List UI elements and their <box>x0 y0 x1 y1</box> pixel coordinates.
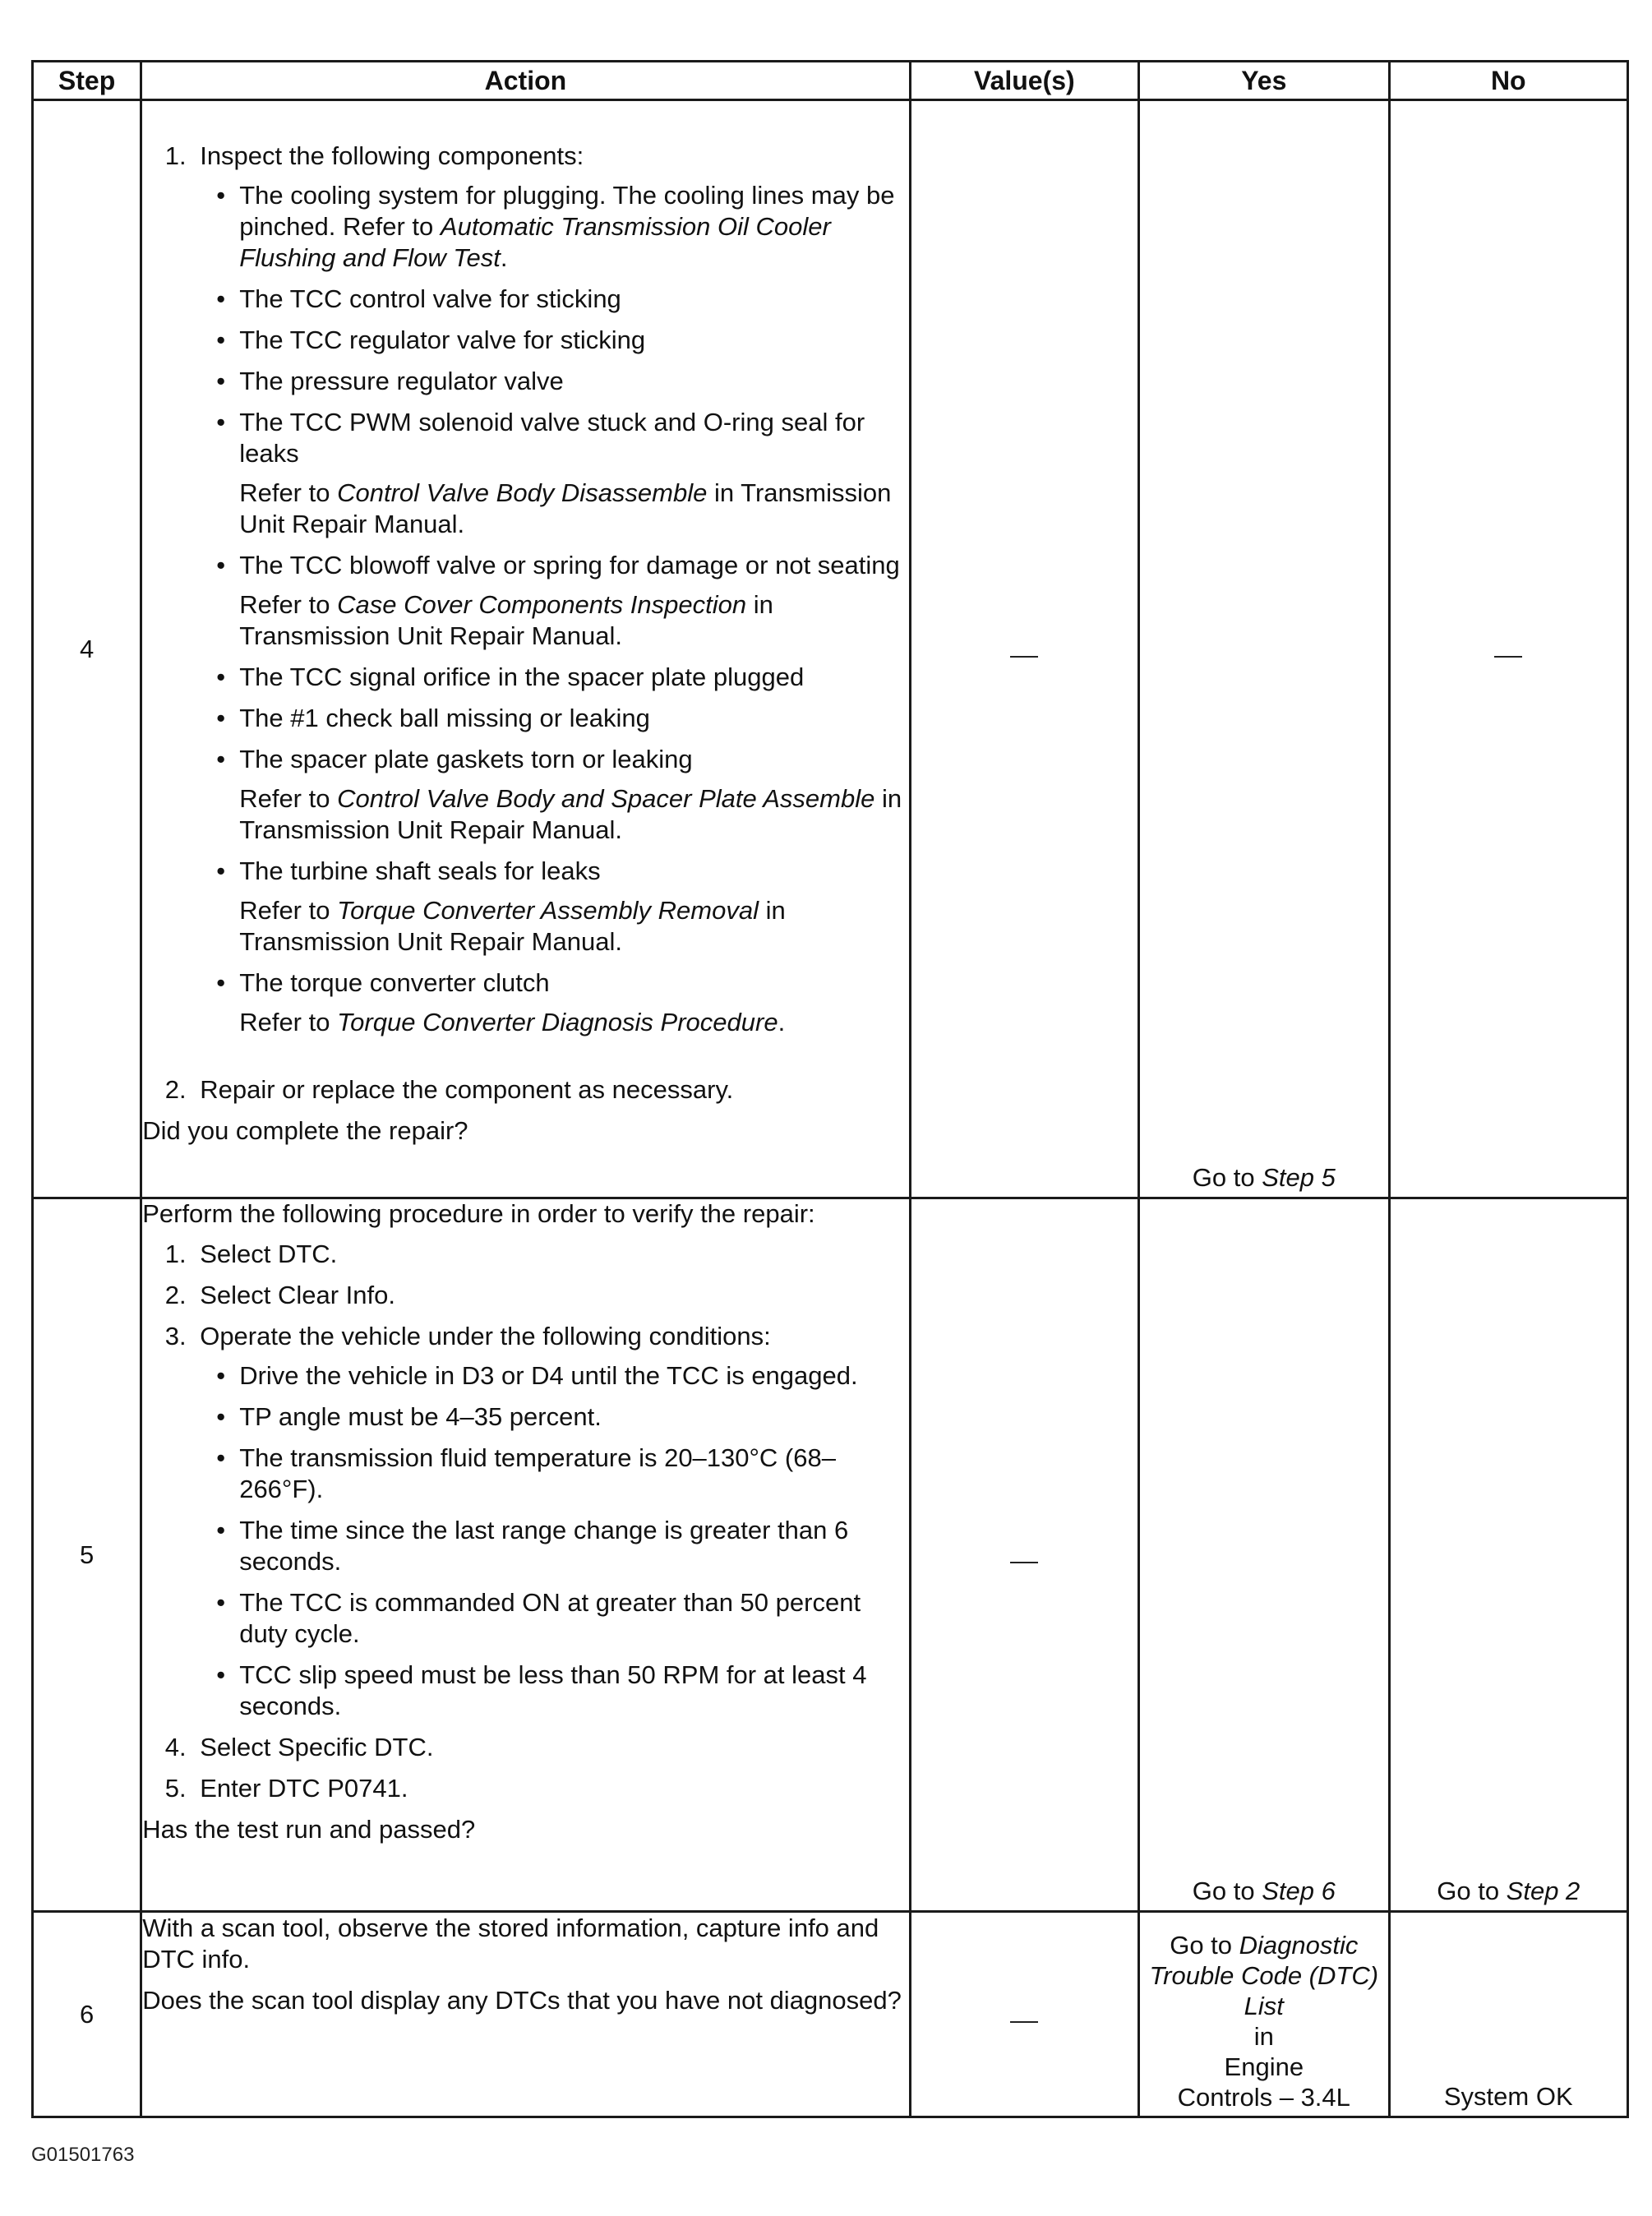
manual-reference: Refer to Case Cover Components Inspection in Transmission Unit Repair Manual. <box>239 590 773 650</box>
manual-reference: Refer to Control Valve Body and Spacer Plate Assemble in Transmission Unit Repair Manual. <box>239 784 902 844</box>
list-item: • The transmission fluid temperature is 20–130°C (68–266°F). <box>239 1443 908 1505</box>
list-item: • The TCC is commanded ON at greater than 50 percent duty cycle. <box>239 1587 908 1650</box>
list-item: 2. Select Clear Info. <box>193 1280 908 1311</box>
list-item: • The TCC control valve for sticking <box>239 284 908 315</box>
list-item: • TCC slip speed must be less than 50 RPM for at least 4 seconds. <box>239 1660 908 1722</box>
no-cell: System OK <box>1389 1912 1627 2117</box>
yes-cell: Go to Diagnostic Trouble Code (DTC) List in Engine Controls – 3.4L <box>1139 1912 1389 2117</box>
list-item: • The TCC PWM solenoid valve stuck and O-ring seal for leaks Refer to Control Valve Body Disassemble in Transmission Unit Repair Manual. <box>239 407 908 540</box>
header-action: Action <box>141 62 910 100</box>
action-cell <box>141 1912 910 2117</box>
list-item: • The #1 check ball missing or leaking <box>239 703 908 734</box>
header-yes: Yes <box>1139 62 1389 100</box>
value-cell <box>910 1198 1138 1912</box>
step-number: 4 <box>33 100 141 1198</box>
step-number: 6 <box>33 1912 141 2117</box>
diagnostic-table <box>31 60 1629 2118</box>
manual-reference: Refer to Torque Converter Diagnosis Procedure. <box>239 1008 786 1036</box>
list-item: • The torque converter clutch Refer to Torque Converter Diagnosis Procedure. <box>239 967 908 1038</box>
table-row-step-4 <box>33 100 1628 1198</box>
list-item: • The TCC regulator valve for sticking <box>239 325 908 356</box>
action-list <box>142 1239 908 1804</box>
manual-reference: Refer to Control Valve Body Disassemble in Transmission Unit Repair Manual. <box>239 478 892 538</box>
action-list <box>142 141 908 1106</box>
list-item: • The TCC signal orifice in the spacer plate plugged <box>239 662 908 693</box>
list-item: 3. Operate the vehicle under the following conditions: • Drive the vehicle in D3 or D4 until the TCC is engaged. • TP angle must be 4–35 percent. • The transmission fluid temperature is 20–130°C (68–266°F). • The time since the last range change is greater than 6 seconds. • The TCC is commanded ON at greater than 50 percent duty cycle. • TCC slip speed must be less than 50 RPM for at least 4 seconds. <box>193 1321 908 1722</box>
list-item: • The pressure regulator valve <box>239 366 908 397</box>
no-cell: Go to Step 2 <box>1389 1198 1627 1912</box>
list-item: 5. Enter DTC P0741. <box>193 1773 908 1804</box>
dash-mark <box>1494 656 1522 658</box>
list-item: • The spacer plate gaskets torn or leaking Refer to Control Valve Body and Spacer Plate Assemble in Transmission Unit Repair Manual. <box>239 744 908 846</box>
no-cell <box>1389 100 1627 1198</box>
question-text: Did you complete the repair? <box>142 1116 468 1145</box>
value-cell <box>910 100 1138 1198</box>
list-item: • The turbine shaft seals for leaks Refer to Torque Converter Assembly Removal in Transmission Unit Repair Manual. <box>239 856 908 958</box>
list-item: • The TCC blowoff valve or spring for damage or not seating Refer to Case Cover Components Inspection in Transmission Unit Repair Manual. <box>239 550 908 652</box>
bullet-list <box>200 1360 908 1722</box>
list-item: 4. Select Specific DTC. <box>193 1732 908 1763</box>
dash-mark <box>1010 2021 1038 2023</box>
instruction-text: With a scan tool, observe the stored information, capture info and DTC info. <box>142 1914 879 1974</box>
step-number: 5 <box>33 1198 141 1912</box>
figure-code: G01501763 <box>31 2144 135 2166</box>
list-item: • TP angle must be 4–35 percent. <box>239 1401 908 1433</box>
intro-text: Perform the following procedure in order to verify the repair: <box>142 1199 815 1228</box>
header-no: No <box>1389 62 1627 100</box>
list-item: 1. Select DTC. <box>193 1239 908 1270</box>
dash-mark <box>1010 1562 1038 1563</box>
list-item: • Drive the vehicle in D3 or D4 until the TCC is engaged. <box>239 1360 908 1392</box>
list-item: 2. Repair or replace the component as necessary. <box>193 1074 908 1106</box>
yes-cell: Go to Step 6 <box>1139 1198 1389 1912</box>
yes-cell: Go to Step 5 <box>1139 100 1389 1198</box>
question-text: Has the test run and passed? <box>142 1815 476 1844</box>
list-item: • The time since the last range change is greater than 6 seconds. <box>239 1515 908 1577</box>
value-cell <box>910 1912 1138 2117</box>
header-values: Value(s) <box>910 62 1138 100</box>
dash-mark <box>1010 656 1038 658</box>
table-row-step-6 <box>33 1912 1628 2117</box>
manual-reference: Refer to Torque Converter Assembly Removal in Transmission Unit Repair Manual. <box>239 896 786 956</box>
table-row-step-5 <box>33 1198 1628 1912</box>
list-item: 1. Inspect the following components: • The cooling system for plugging. The cooling lines may be pinched. Refer to Automatic Transmission Oil Cooler Flushing and Flow Test. • The TCC control valve for sticking • The TCC regulator valve for sticking • The pressure regulator valve • The TCC PWM solenoid valve stuck and O-ring seal for leaks Refer to Control Valve Body Disassemble in Transmission Unit Repair Manual. • The TCC blowoff valve or spring for damage or not seating Refer to Case Cover Components Inspection in Transmission Unit Repair Manual. • The TCC signal orifice in the spacer plate plugged • The #1 check ball missing or leaking • The spacer plate gaskets torn or leaking Refer to Control Valve Body and Spacer Plate Assemble in Transmission Unit Repair Manual. • The turbine shaft seals for leaks Refer to Torque Converter Assembly Removal in Transmission Unit Repair Manual. • The torque converter clutch Refer to Torque Converter Diagnosis Procedure. <box>193 141 908 1038</box>
header-step: Step <box>33 62 141 100</box>
list-item: • The cooling system for plugging. The cooling lines may be pinched. Refer to Automatic Transmission Oil Cooler Flushing and Flow Test. <box>239 180 908 274</box>
question-text: Does the scan tool display any DTCs that you have not diagnosed? <box>142 1986 902 2015</box>
header-row <box>33 62 1628 100</box>
action-cell <box>141 100 910 1198</box>
bullet-list <box>200 180 908 1038</box>
action-cell <box>141 1198 910 1912</box>
